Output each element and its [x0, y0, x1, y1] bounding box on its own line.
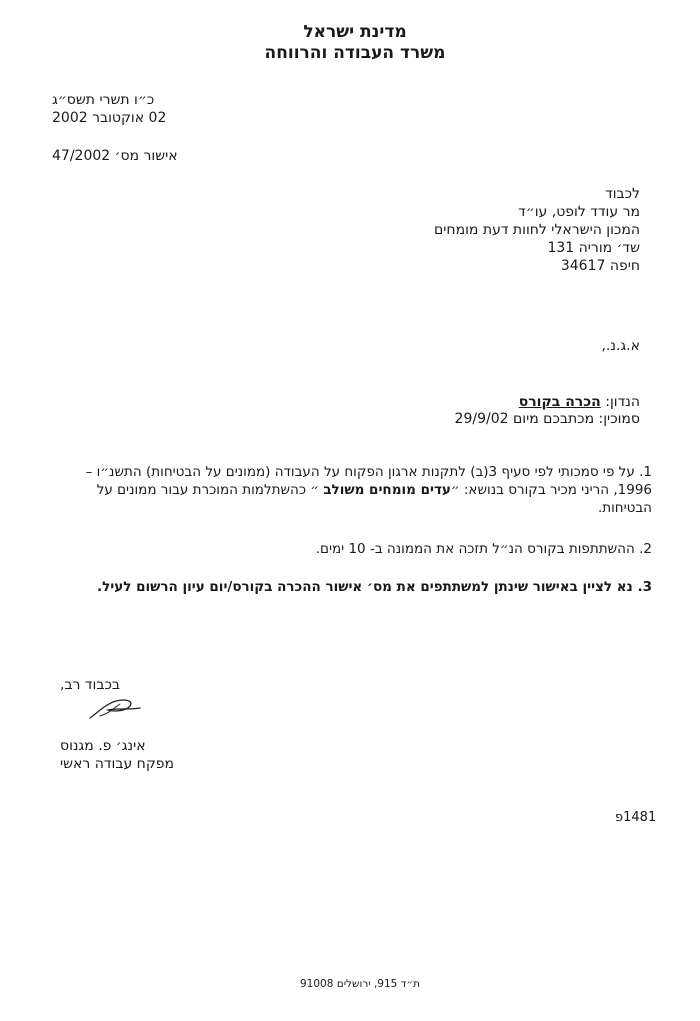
paragraph-text: ״ כהשתלמות המוכרת עבור ממונים על הבטיחות. [96, 482, 652, 516]
paragraph-text: ההשתתפות בקורס הנ״ל תזכה את הממונה ב- 10 ימים. [315, 541, 635, 557]
paragraph-number: 3. [637, 579, 652, 595]
paragraph-2 [52, 540, 652, 558]
paragraph-number: 1. [639, 464, 652, 480]
course-name: עדים מומחים משולב [323, 482, 451, 498]
paragraph-text: על פי סמכותי לפי סעיף 3(ב) לתקנות ארגון הפקוח על העבודה (ממונים על הבטיחות) התשנ״ו – 1996, הריני מכיר בקורס בנושא: ״ [85, 464, 652, 498]
header-ministry: משרד העבודה והרווחה [264, 43, 446, 63]
recipient-institute: המכון הישראלי לחוות דעת מומחים [434, 222, 640, 238]
signature [86, 696, 144, 722]
approval-number: אישור מס׳ 47/2002 [52, 148, 178, 164]
header-state: מדינת ישראל [303, 22, 407, 42]
subject-title: הכרה בקורס [518, 394, 601, 410]
document-reference: 1481פ [615, 810, 657, 825]
paragraph-text: נא לציין באישור שינתן למשתתפים את מס׳ אישור ההכרה בקורס/יום עיון הרשום לעיל. [96, 579, 633, 595]
paragraph-number: 2. [639, 541, 652, 557]
subject-line [519, 394, 640, 410]
recipient-city: חיפה 34617 [560, 258, 640, 274]
greeting: א.ג.נ., [601, 338, 640, 354]
signer-name: אינג׳ פ. מגנוס [60, 738, 146, 754]
gregorian-date: 02 אוקטובר 2002 [52, 110, 167, 126]
recipient-street: שד׳ מוריה 131 [547, 240, 640, 256]
closing-regards: בכבוד רב, [60, 677, 120, 693]
hebrew-date: כ״ו תשרי תשס״ג [52, 92, 155, 108]
paragraph-1 [52, 463, 652, 517]
signer-title: מפקח עבודה ראשי [60, 756, 175, 772]
footer-address: ת״ד 915, ירושלים 91008 [300, 978, 421, 990]
paragraph-3 [52, 578, 652, 596]
recipient-salutation: לכבוד [605, 186, 640, 202]
subject-label: הנדון: [605, 394, 640, 410]
subject-reference: סמוכין: מכתבכם מיום 29/9/02 [454, 411, 640, 427]
recipient-name: מר עודד לופט, עו״ד [518, 204, 640, 220]
